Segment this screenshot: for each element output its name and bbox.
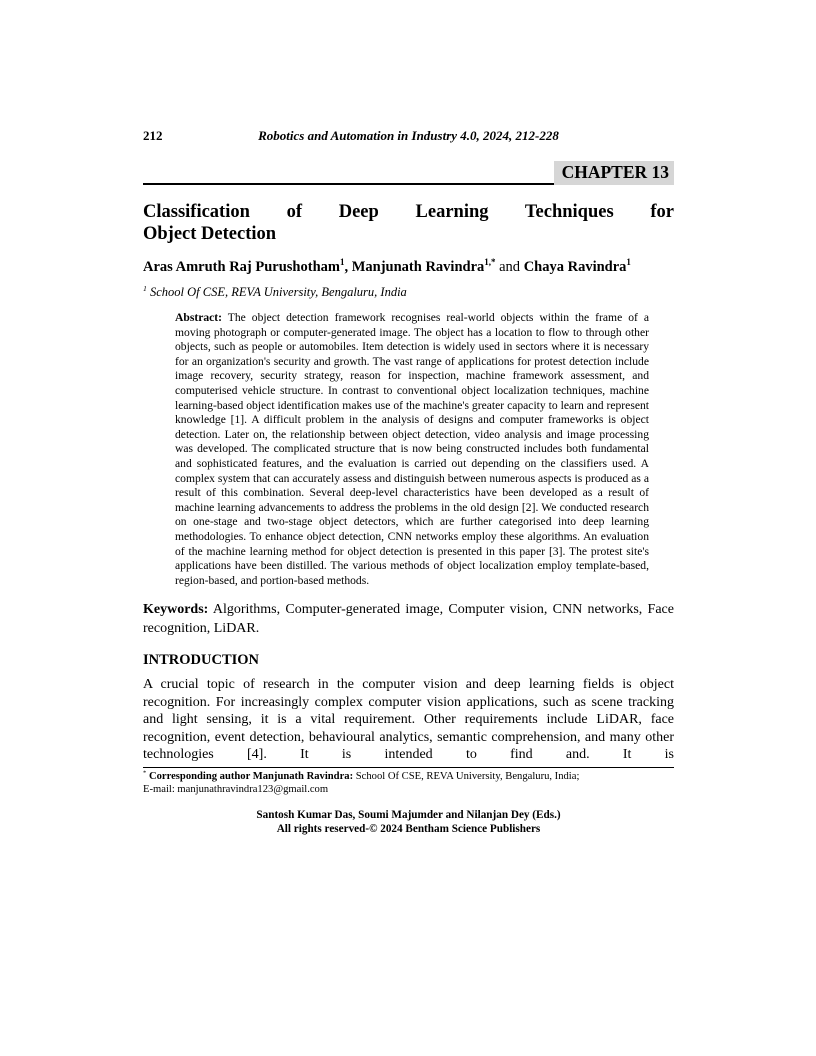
authors-conjunction: and bbox=[499, 259, 521, 275]
page-content bbox=[143, 128, 674, 836]
author-name-1: Aras Amruth Raj Purushotham bbox=[143, 259, 340, 275]
affiliation-line bbox=[143, 285, 674, 300]
chapter-label: CHAPTER 13 bbox=[554, 161, 674, 185]
corresponding-author-footnote bbox=[143, 771, 674, 797]
footnote-label: Corresponding author Manjunath Ravindra: bbox=[148, 770, 354, 782]
author-affiliation-mark-2: 1,* bbox=[484, 257, 496, 268]
authors-line bbox=[143, 259, 674, 276]
author-name-3: Chaya Ravindra bbox=[523, 259, 627, 275]
chapter-title-line-2: Object Detection bbox=[143, 224, 277, 244]
keywords-label: Keywords: bbox=[143, 602, 209, 618]
affiliation-mark: 1 bbox=[143, 283, 147, 293]
page-number: 212 bbox=[143, 128, 163, 143]
author-separator: , bbox=[344, 259, 349, 275]
keywords-block bbox=[143, 601, 674, 638]
imprint-rights: All rights reserved-© 2024 Bentham Science Publishers bbox=[276, 822, 541, 835]
footnote-affiliation-text: School Of CSE, REVA University, Bengaluru, India; bbox=[355, 770, 580, 782]
footnote-marker: * bbox=[143, 769, 147, 777]
imprint-editors: Santosh Kumar Das, Soumi Majumder and Nilanjan Dey (Eds.) bbox=[256, 809, 561, 822]
running-head: Robotics and Automation in Industry 4.0, 2024, 212-228 bbox=[258, 128, 559, 143]
chapter-title bbox=[143, 201, 674, 245]
introduction-paragraph: A crucial topic of research in the computer vision and deep learning fields is object recognition. For increasingly complex computer vision applications, such as scene tracking and light sensing, it is a vital requirement. Other requirements include LiDAR, face recognition, event detection, behavioural analytics, semantic comprehension, and many other technologies [4]. It is intended to find and. It is bbox=[143, 677, 674, 763]
introduction-heading: INTRODUCTION bbox=[143, 652, 260, 669]
publisher-imprint bbox=[143, 809, 674, 836]
chapter-title-line-1: Classification of Deep Learning Techniques for bbox=[143, 202, 674, 222]
keywords-text: Algorithms, Computer-generated image, Computer vision, CNN networks, Face recognition, LiDAR. bbox=[143, 602, 674, 636]
abstract-label: Abstract: bbox=[175, 311, 223, 324]
author-affiliation-mark-1: 1 bbox=[339, 257, 345, 268]
author-affiliation-mark-3: 1 bbox=[626, 257, 631, 268]
author-name-2: Manjunath Ravindra bbox=[351, 259, 485, 275]
running-header bbox=[143, 128, 674, 145]
footnote-divider bbox=[143, 767, 674, 768]
footnote-email: E-mail: manjunathravindra123@gmail.com bbox=[143, 783, 329, 795]
abstract-block bbox=[175, 311, 649, 588]
chapter-banner bbox=[143, 158, 674, 185]
affiliation-text: School Of CSE, REVA University, Bengaluru, India bbox=[150, 285, 407, 299]
abstract-text: The object detection framework recognises real-world objects within the frame of a moving photograph or computer-generated image. The object has a location to flow to through other objects, such as people or automobiles. Item detection is widely used in sectors where it is necessary for an organization's security and growth. The vast range of applications for protest detection include image recovery, security strategy, reason for inspection, machine framework assessment, and computerised vehicle structure. In contrast to conventional object localization techniques, machine learning-based object identification makes use of the machine's greater capacity to learn and represent knowledge [1]. A difficult problem in the analysis of designs and computer frameworks is object detection. Later on, the relationship between object detection, video analysis and image processing was developed. The complicated structure that is now being constructed includes both fundamental and sophisticated features, and the evaluation is carried out depending on the classifiers used. A complex system that can accurately assess and distinguish between numerous aspects is produced as a result of this combination. Several deep-level characteristics have been developed as a result of machine learning advancements to address the problems in the old design [2]. We conducted research on one-stage and two-stage object detectors, which are further categorised into deep learning methodologies. To enhance object detection, CNN networks employ these algorithms. An evaluation of the machine learning method for object detection is presented in this paper [3]. The protest site's applications have been distilled. The various methods of object localization employ template-based, region-based, and portion-based methods. bbox=[175, 311, 649, 587]
